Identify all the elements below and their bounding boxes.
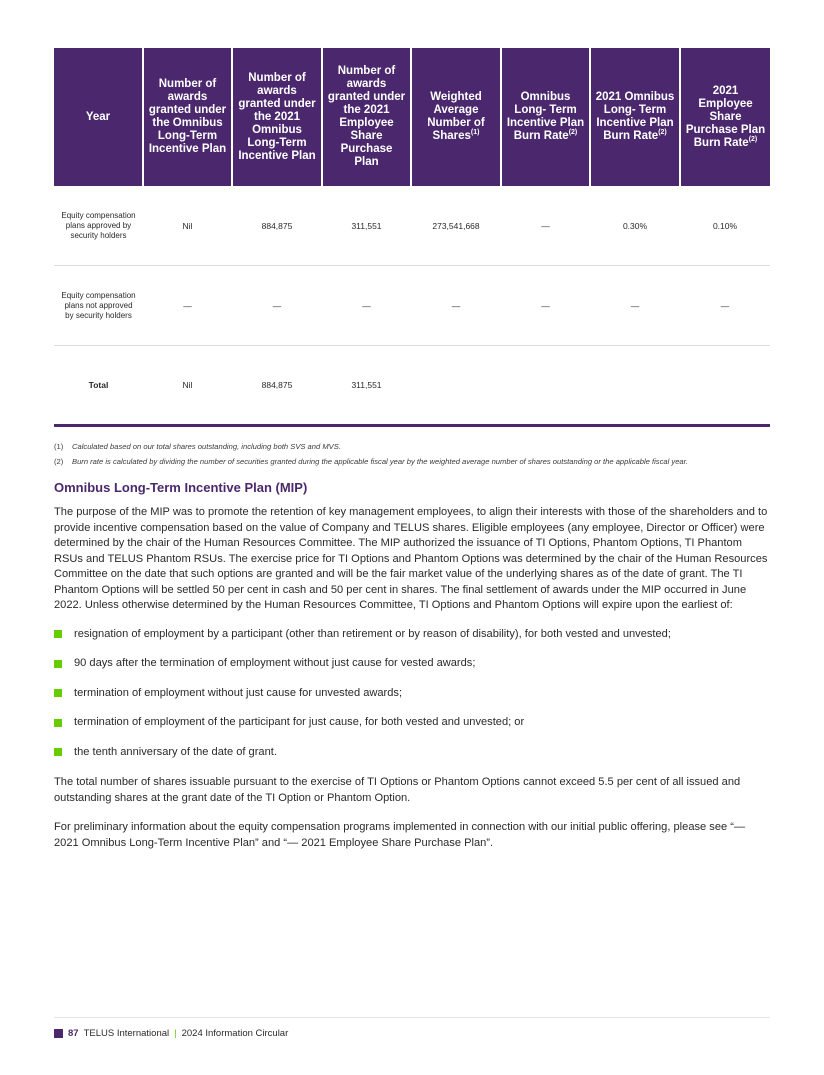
table-cell xyxy=(501,346,590,426)
list-item: 90 days after the termination of employment without just cause for vested awards; xyxy=(54,649,770,679)
table-cell: — xyxy=(411,266,501,346)
table-cell: — xyxy=(143,266,232,346)
table-footnotes xyxy=(54,441,770,467)
header-2021-espp-awards: Number of awards granted under the 2021 Employee Share Purchase Plan xyxy=(322,48,411,186)
table-cell: 0.30% xyxy=(590,186,680,266)
header-weighted-average-shares: Weighted Average Number of Shares$^{(1)}$ xyxy=(411,48,501,186)
bullet-square-icon xyxy=(54,689,62,697)
footnote-number: (1) xyxy=(54,442,64,451)
table-cell: — xyxy=(501,186,590,266)
table-cell: Equity compensation plans not approved by security holders xyxy=(54,266,143,346)
expiry-conditions-list xyxy=(54,620,770,768)
intro-paragraph: The purpose of the MIP was to promote the retention of key management employees, to align their interests with those of the shareholders and to provide incentive compensation based on the value of Company and TELUS shares. Eligible employees (any employee, Director or Officer) were determined by the chair of the Human Resources Committee. The MIP authorized the issuance of TI Options, Phantom Options, TI Phantom RSUs and TELUS Phantom RSUs. The exercise price for TI Options and Phantom Options was determined by the chair of the Human Resources Committee on the date that such options are granted and will be the fair market value of the underlying shares as of the date of grant. The TI Phantom Options will be settled 50 per cent in cash and 50 per cent in shares. The final settlement of awards under the MIP occurred in June 2022. Unless otherwise determined by the Human Resources Committee, TI Options and Phantom Options will expire upon the earliest of: xyxy=(54,506,768,611)
header-2021-omnibus-burn-rate: 2021 Omnibus Long- Term Incentive Plan Burn Rate$^{(2)}$ xyxy=(590,48,680,186)
table-row-total xyxy=(54,346,770,426)
page-number: 87 xyxy=(68,1028,79,1039)
table-cell: 273,541,668 xyxy=(411,186,501,266)
table-cell xyxy=(590,346,680,426)
table-cell: 311,551 xyxy=(322,346,411,426)
footnote-text: Burn rate is calculated by dividing the number of securities granted during the applicable fiscal year by the weighted average number of shares outstanding or the applicable fiscal year. xyxy=(72,457,689,466)
list-item: the tenth anniversary of the date of grant. xyxy=(54,738,770,768)
table-cell: — xyxy=(680,266,770,346)
footer-company: TELUS International xyxy=(83,1028,170,1039)
table-cell: 884,875 xyxy=(232,186,322,266)
table-cell: — xyxy=(590,266,680,346)
footnote-number: (2) xyxy=(54,457,64,466)
footer-separator: | xyxy=(174,1028,177,1039)
section-title: Omnibus Long-Term Incentive Plan (MIP) xyxy=(54,480,308,495)
header-omnibus-awards: Number of awards granted under the Omnibus Long-Term Incentive Plan xyxy=(143,48,232,186)
bullet-square-icon xyxy=(54,630,62,638)
footer-document-title: 2024 Information Circular xyxy=(181,1028,289,1039)
table-cell: Nil xyxy=(143,186,232,266)
table-cell xyxy=(411,346,501,426)
header-year: Year xyxy=(54,48,143,186)
table-cell: Nil xyxy=(143,346,232,426)
footer-square-icon xyxy=(54,1029,63,1038)
table-cell xyxy=(680,346,770,426)
preliminary-info-paragraph: For preliminary information about the equity compensation programs implemented in connection with our initial public offering, please see “— 2021 Omnibus Long-Term Incentive Plan” and “— 2021 Employee Share Purchase Plan”. xyxy=(54,821,746,849)
list-item: termination of employment without just cause for unvested awards; xyxy=(54,679,770,709)
table-cell: — xyxy=(322,266,411,346)
bullet-square-icon xyxy=(54,719,62,727)
awards-table xyxy=(54,48,770,427)
table-cell: 884,875 xyxy=(232,346,322,426)
table-header-row xyxy=(54,48,770,186)
table-row xyxy=(54,186,770,266)
table-cell: — xyxy=(232,266,322,346)
footnote-text: Calculated based on our total shares outstanding, including both SVS and MVS. xyxy=(72,442,341,451)
table-row xyxy=(54,266,770,346)
table-cell: 0.10% xyxy=(680,186,770,266)
table-cell: — xyxy=(501,266,590,346)
table-cell: Total xyxy=(54,346,143,426)
header-2021-omnibus-awards: Number of awards granted under the 2021 Omnibus Long-Term Incentive Plan xyxy=(232,48,322,186)
header-2021-espp-burn-rate: 2021 Employee Share Purchase Plan Burn Rate$^{(2)}$ xyxy=(680,48,770,186)
bullet-square-icon xyxy=(54,660,62,668)
page-footer xyxy=(54,1017,770,1039)
table-cell: Equity compensation plans approved by security holders xyxy=(54,186,143,266)
footnote xyxy=(54,441,770,452)
share-limit-paragraph: The total number of shares issuable pursuant to the exercise of TI Options or Phantom Options cannot exceed 5.5 per cent of all issued and outstanding shares at the grant date of the TI Option or Phantom Option. xyxy=(54,776,741,804)
list-item: termination of employment of the participant for just cause, for both vested and unvested; or xyxy=(54,708,770,738)
header-omnibus-burn-rate: Omnibus Long- Term Incentive Plan Burn Rate$^{(2)}$ xyxy=(501,48,590,186)
table-cell: 311,551 xyxy=(322,186,411,266)
page-content xyxy=(54,48,770,857)
bullet-square-icon xyxy=(54,748,62,756)
list-item: resignation of employment by a participant (other than retirement or by reason of disability), for both vested and unvested; xyxy=(54,620,770,650)
footnote xyxy=(54,456,770,467)
